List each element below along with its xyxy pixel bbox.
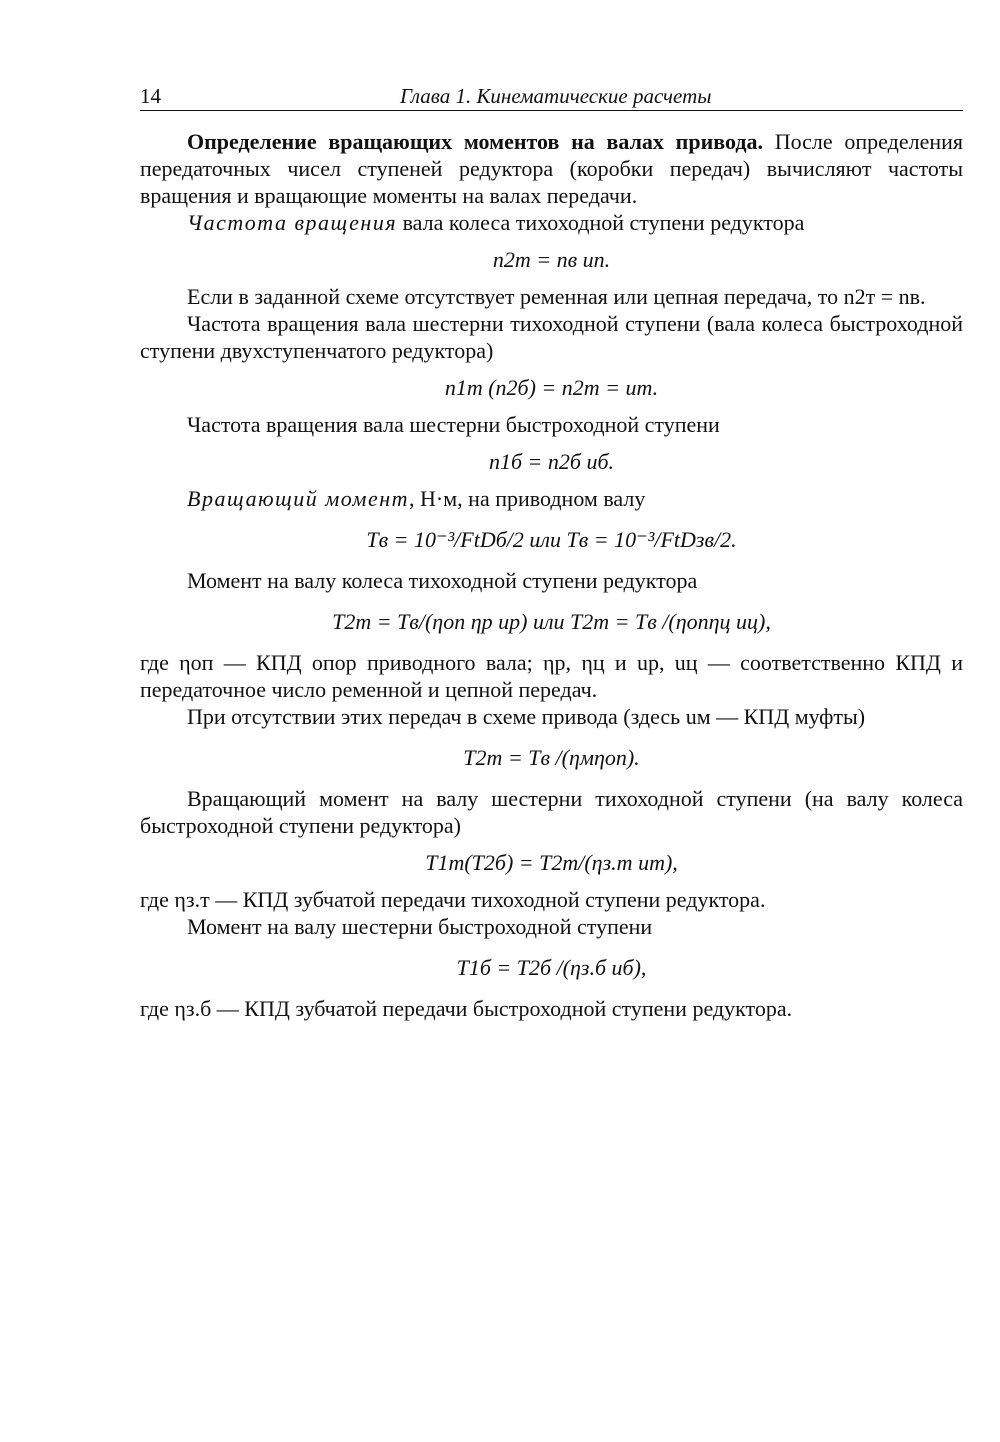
page-header xyxy=(140,84,963,111)
formula-tv: Tв = 10⁻³/FtDб/2 или Tв = 10⁻³/FtDзв/2. xyxy=(366,527,737,552)
paragraph-text: После определения передаточных чисел ступеней редуктора (коробки передач) вычисляют частоты вращения и вращающие моменты на валах передачи. xyxy=(140,129,964,208)
term-torque: Вращающий момент xyxy=(187,486,410,511)
section-heading: Определение вращающих моментов на валах привода. xyxy=(187,129,763,154)
formula-n1b: n1б = n2б uб. xyxy=(488,449,615,474)
formula-t2t-coupling: T2т = Tв /(ηмηоп). xyxy=(463,745,640,770)
page-number: 14 xyxy=(140,84,161,108)
paragraph-no-belt: Если в заданной схеме отсутствует ременная или цепная передача, то n2т = nв. xyxy=(187,284,926,309)
term-rotation-frequency: Частота вращения xyxy=(187,210,398,235)
paragraph-text: вала колеса тихоходной ступени редуктора xyxy=(397,210,805,235)
running-title: Глава 1. Кинематические расчеты xyxy=(400,84,712,108)
paragraph-where-eta-op: где ηоп — КПД опор приводного вала; ηр, ηц и uр, uц — соответственно КПД и передаточное число ременной и цепной передач. xyxy=(140,650,963,702)
formula-t2t: T2т = Tв/(ηоп ηр uр) или T2т = Tв /(ηопηц uц), xyxy=(332,609,771,634)
formula-t1t: T1т(T2б) = T2т/(ηз.т uт), xyxy=(425,850,678,875)
paragraph-rotation-frequency xyxy=(140,209,963,236)
formula-t1b: T1б = T2б /(ηз.б uб), xyxy=(456,955,647,980)
paragraph-slow-wheel-torque: Момент на валу колеса тихоходной ступени редуктора xyxy=(187,568,698,593)
paragraph-text: , Н·м, на приводном валу xyxy=(409,486,646,511)
paragraph-where-eta-zb: где ηз.б — КПД зубчатой передачи быстроходной ступени редуктора. xyxy=(140,996,793,1021)
paragraph-intro xyxy=(140,128,963,209)
formula-n1t: n1т (n2б) = n2т = uт. xyxy=(444,375,659,400)
paragraph-where-eta-zt: где ηз.т — КПД зубчатой передачи тихоходной ступени редуктора. xyxy=(140,887,766,912)
paragraph-pinion-frequency: Частота вращения вала шестерни тихоходной ступени (вала колеса быстроходной ступени двухступенчатого редуктора) xyxy=(140,311,963,363)
paragraph-slow-pinion-torque: Вращающий момент на валу шестерни тихоходной ступени (на валу колеса быстроходной ступени редуктора) xyxy=(140,786,963,838)
paragraph-fast-pinion-torque: Момент на валу шестерни быстроходной ступени xyxy=(187,914,653,939)
paragraph-no-transmissions: При отсутствии этих передач в схеме привода (здесь uм — КПД муфты) xyxy=(187,704,866,729)
formula-n2t: n2т = nв uп. xyxy=(492,247,611,272)
paragraph-fast-pinion: Частота вращения вала шестерни быстроходной ступени xyxy=(187,412,720,437)
paragraph-torque xyxy=(140,485,963,512)
page-body xyxy=(140,128,963,1022)
